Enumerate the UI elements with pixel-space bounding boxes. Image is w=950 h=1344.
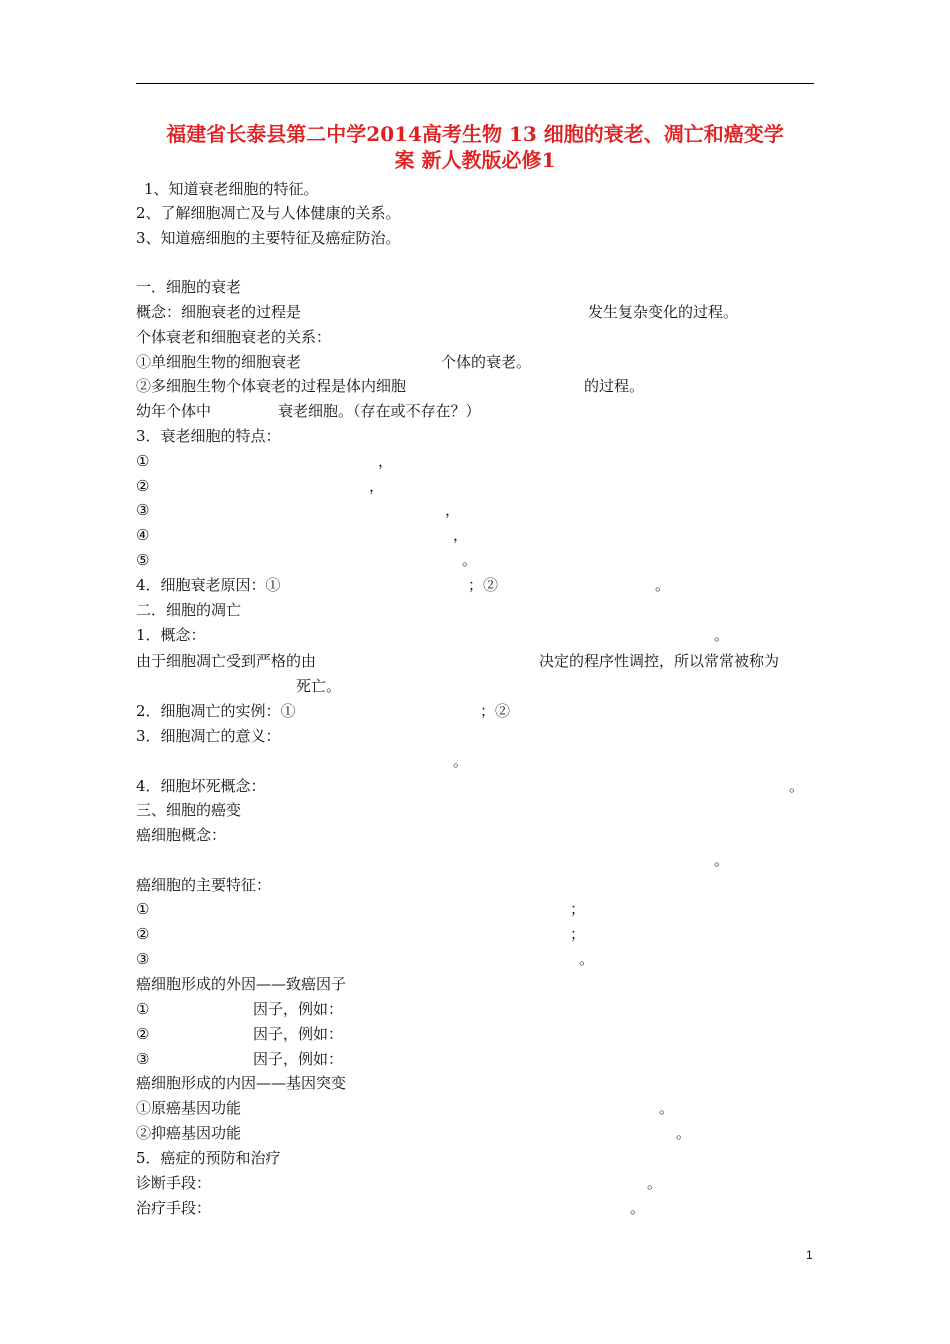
s2-examples-b: ；② (480, 702, 511, 720)
s2-necrosis-end: 。 (789, 777, 805, 795)
s1-concept-b: 发生复杂变化的过程。 (588, 303, 739, 321)
s1-f4: ④ (136, 526, 150, 544)
s1-f2: ② (136, 477, 150, 495)
s3-c2-end: ； (570, 925, 586, 943)
s1-relation: 个体衰老和细胞衰老的关系： (136, 328, 332, 346)
s3-supp: ②抑癌基因功能 (136, 1124, 242, 1142)
s3-e2-a: ② (136, 1025, 150, 1043)
doc-title-line1: 福建省长泰县第二中学2014高考生物 13 细胞的衰老、凋亡和癌变学 (166, 122, 784, 146)
s3-prevention: 5．癌症的预防和治疗 (136, 1149, 281, 1167)
s1-young-b: 衰老细胞。（存在或不存在？） (278, 402, 481, 420)
s1-f5-end: 。 (462, 551, 478, 569)
section1-heading: 一．细胞的衰老 (136, 278, 242, 296)
s3-e1-a: ① (136, 1000, 150, 1018)
doc-title-line2: 案 新人教版必修1 (394, 148, 556, 172)
section2-heading: 二．细胞的凋亡 (136, 601, 242, 619)
objective-2: 2、了解细胞凋亡及与人体健康的关系。 (136, 204, 401, 222)
s3-features: 癌细胞的主要特征： (136, 876, 272, 894)
s3-diagnosis-end: 。 (647, 1174, 663, 1192)
s1-r2-b: 的过程。 (584, 377, 645, 395)
s1-f1-end: ， (378, 452, 394, 470)
s1-cause-c: 。 (655, 576, 671, 594)
s1-f2-end: ， (369, 477, 385, 495)
header-rule (136, 83, 814, 84)
s2-necrosis: 4．细胞坏死概念： (136, 777, 266, 795)
s3-internal: 癌细胞形成的内因——基因突变 (136, 1074, 347, 1092)
s2-reg-c: 死亡。 (296, 677, 342, 695)
s2-reg-b: 决定的程序性调控，所以常常被称为 (539, 652, 780, 670)
s3-treatment-end: 。 (630, 1199, 646, 1217)
s2-concept-end: 。 (714, 626, 730, 644)
s1-f3: ③ (136, 501, 150, 519)
s2-concept: 1．概念： (136, 626, 206, 644)
s3-proto: ①原癌基因功能 (136, 1099, 242, 1117)
s1-f1: ① (136, 452, 150, 470)
s3-concept-end: 。 (714, 851, 730, 869)
s3-c3: ③ (136, 950, 150, 968)
s1-r2-a: ②多细胞生物个体衰老的过程是体内细胞 (136, 377, 407, 395)
objective-1: 1、知道衰老细胞的特征。 (144, 180, 319, 198)
s2-examples-a: 2．细胞凋亡的实例：① (136, 702, 296, 720)
objective-3: 3、知道癌细胞的主要特征及癌症防治。 (136, 229, 401, 247)
s3-external: 癌细胞形成的外因——致癌因子 (136, 975, 347, 993)
s1-concept-a: 概念：细胞衰老的过程是 (136, 303, 302, 321)
s3-c1-end: ； (570, 900, 586, 918)
page-number: 1 (806, 1248, 813, 1262)
s3-concept: 癌细胞概念： (136, 826, 227, 844)
s1-f3-end: ， (445, 501, 461, 519)
s1-cause-a: 4．细胞衰老原因：① (136, 576, 281, 594)
s1-young-a: 幼年个体中 (136, 402, 212, 420)
s3-treatment: 治疗手段： (136, 1199, 212, 1217)
s3-c3-end: 。 (579, 950, 595, 968)
s3-e3-b: 因子，例如： (253, 1050, 344, 1068)
s3-e1-b: 因子，例如： (253, 1000, 344, 1018)
s3-c2: ② (136, 925, 150, 943)
s1-r1-a: ①单细胞生物的细胞衰老 (136, 353, 302, 371)
s1-f4-end: ， (453, 526, 469, 544)
s3-e2-b: 因子，例如： (253, 1025, 344, 1043)
s1-r1-b: 个体的衰老。 (441, 353, 532, 371)
s2-meaning: 3．细胞凋亡的意义： (136, 727, 281, 745)
s3-supp-end: 。 (676, 1124, 692, 1142)
s2-meaning-end: 。 (453, 752, 469, 770)
s1-cause-b: ；② (468, 576, 499, 594)
s1-features: 3．衰老细胞的特点： (136, 427, 281, 445)
s3-c1: ① (136, 900, 150, 918)
s3-diagnosis: 诊断手段： (136, 1174, 212, 1192)
s2-reg-a: 由于细胞凋亡受到严格的由 (136, 652, 317, 670)
s1-f5: ⑤ (136, 551, 150, 569)
s3-proto-end: 。 (659, 1099, 675, 1117)
s3-e3-a: ③ (136, 1050, 150, 1068)
section3-heading: 三、细胞的癌变 (136, 801, 242, 819)
